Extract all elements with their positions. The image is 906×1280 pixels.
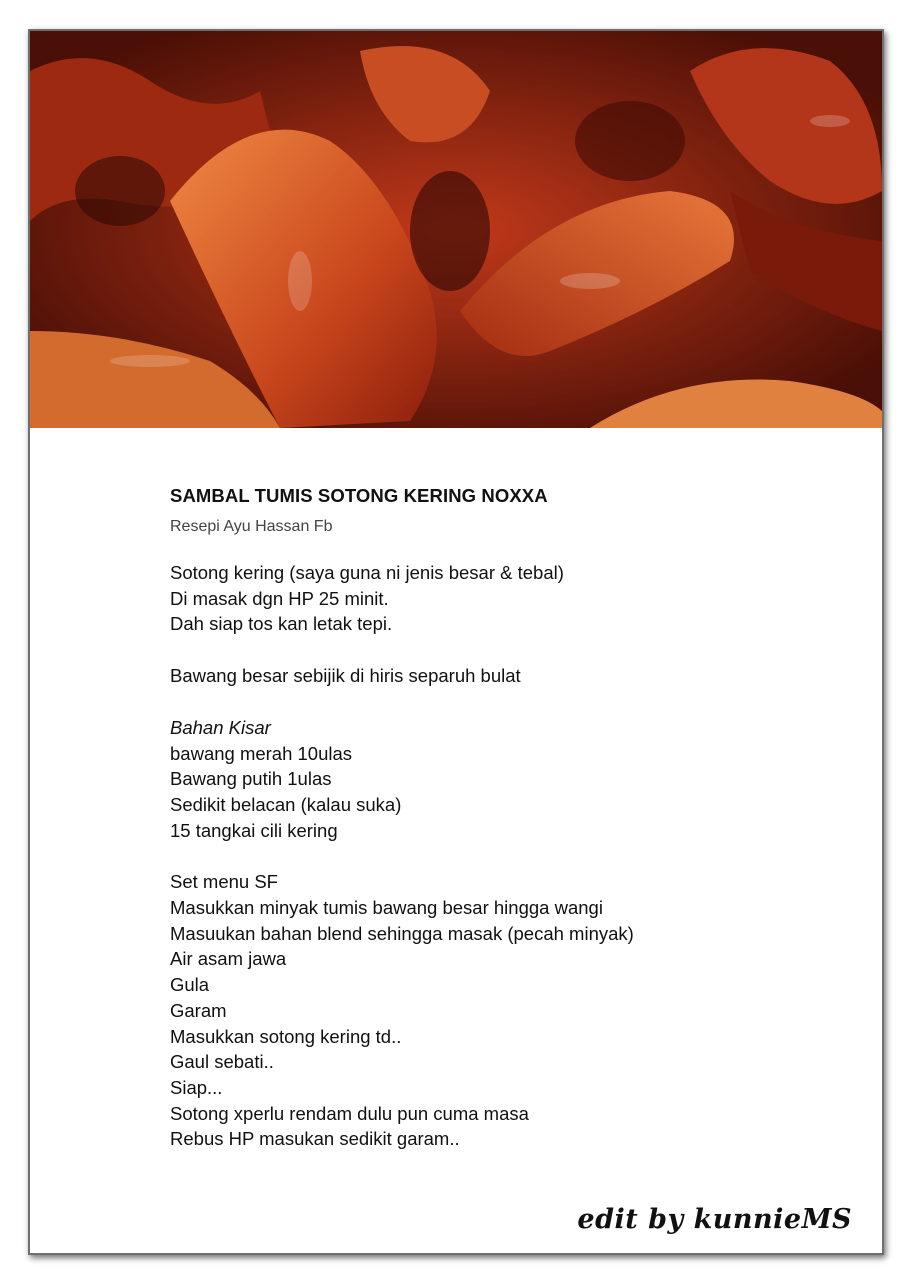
step-line: Gula <box>170 974 210 996</box>
step-line: Siap... <box>170 1076 223 1098</box>
step-line: Rebus HP masukan sedikit garam.. <box>170 1128 460 1150</box>
blend-section <box>170 715 790 844</box>
intro-line: Di masak dgn HP 25 minit. <box>170 587 389 609</box>
step-line: Masukkan minyak tumis bawang besar hingga wangi <box>170 897 603 919</box>
recipe-text <box>170 485 790 1178</box>
blend-item: 15 tangkai cili kering <box>170 819 338 841</box>
blend-item: Bawang putih 1ulas <box>170 768 332 790</box>
food-photo <box>30 31 882 428</box>
steps-section <box>170 869 790 1152</box>
onion-line: Bawang besar sebijik di hiris separuh bulat <box>170 665 521 687</box>
step-line: Garam <box>170 999 227 1021</box>
intro-line: Dah siap tos kan letak tepi. <box>170 613 393 635</box>
onion-paragraph <box>170 663 790 689</box>
blend-item: bawang merah 10ulas <box>170 742 353 764</box>
intro-paragraph <box>170 560 790 637</box>
step-line: Masuukan bahan blend sehingga masak (pecah minyak) <box>170 922 634 944</box>
recipe-card <box>28 29 884 1255</box>
editor-signature: edit by kunnieMS <box>577 1204 852 1235</box>
step-line: Masukkan sotong kering td.. <box>170 1025 402 1047</box>
recipe-title: SAMBAL TUMIS SOTONG KERING NOXXA <box>170 485 548 506</box>
blend-item: Sedikit belacan (kalau suka) <box>170 793 402 815</box>
step-line: Air asam jawa <box>170 948 287 970</box>
step-line: Gaul sebati.. <box>170 1051 274 1073</box>
step-line: Set menu SF <box>170 871 278 893</box>
step-line: Sotong xperlu rendam dulu pun cuma masa <box>170 1102 529 1124</box>
intro-line: Sotong kering (saya guna ni jenis besar & tebal) <box>170 562 564 583</box>
recipe-credit: Resepi Ayu Hassan Fb <box>170 518 333 535</box>
sambal-sotong-image <box>30 31 882 428</box>
blend-heading: Bahan Kisar <box>170 716 271 738</box>
